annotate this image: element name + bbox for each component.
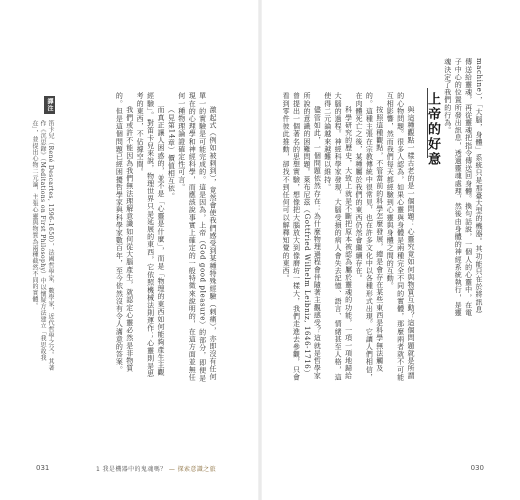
paragraph: 我們或許不能因為我們無法理解意識如何從大腦產生，就認定心靈必然是非物質的。但是這個問題已經困擾哲學家與科學家數百年，至今依然沒有令人滿意的答案。 [115, 92, 134, 374]
paragraph: 而真正讓人困惑的，並不是「心靈是什麼」，而是「物理的東西如何能夠產生主觀經驗」。對笛卡兒來說，物理世界只是延展的東西，它依照機械法則運作；心靈則是思考的東西，不佔據空間。 [136, 92, 165, 378]
page-number-right: 030 [470, 464, 484, 472]
left-page [0, 0, 258, 500]
running-head-left: 1 我是機器中的鬼魂嗎？ — 探索意識之旅 [96, 466, 216, 473]
section-heading: 上帝的好意 [425, 92, 440, 167]
page-number-left: 031 [36, 464, 50, 472]
paragraph: 激起式（例如被刺到），竟然會使我們感受到某種特殊經驗（刺痛），亦即沒有任何單一的實驗是可能完成的。這是因為，上帝（God good pleasure）的部分，即便是現在的心理學和神經科學，而應該說事實上確定的一般特徵來說明的，在這方面並無任何一種物理論證確定性可言。 [177, 92, 217, 382]
running-head-book: 探索意識之旅 [177, 466, 216, 473]
left-body-text [68, 92, 218, 382]
note-label: 譯注 [46, 98, 53, 112]
paragraph: 儘管如此，一個問題依然存在：為什麼物理過程會伴隨著主觀感受？這就是哲學家所說的意識的困難問題。萊布尼茲（Gottfried Wilhelm Leibniz, 1646-1716）曾提出一個著名的思想實驗，想像把大腦放大到像磨坊一樣大，我們走進去參觀，只會看到零件彼此推動，卻找不到任何可以解釋知覺的東西。 [282, 92, 322, 381]
paragraph: 按照這種觀點，不管當前的科學怎麼發展，總是會存在某些東西是科學無法觸及的。這種主張在宗教傳統中很常見，也在許多文化中以各種形式出現。它讓人們相信，在肉體死亡之後，某種屬於我們的東西仍然會繼續存在。 [354, 92, 384, 381]
right-page [262, 0, 520, 500]
paragraph: 科學研究的歷史，大致上就是不斷把原本被認為屬於靈魂的功能，一項一項地歸給大腦的過程。神經科學家發現，大腦受損的病人會失去記憶、語言、情緒甚至人格，這使得二元論越來越難以維持。 [323, 92, 353, 381]
paragraph: 與這種觀點一樣古老的是一個問題：心靈究竟如何與物質互動？這個問題就是所謂的心物問題。很多人認為，如果心靈與身體是兩種完全不同的實體，那麼兩者就不可能互相影響，然而我們每天都經驗到心靈與身體之間的互動。 [386, 92, 415, 381]
paragraph: （見第14章）價值相互依。 [167, 106, 176, 200]
translator-note: 笛卡兒（René Descartes, 1596-1650），法國哲學家、數學家，近代哲學之父。其著作《沉思錄》（Meditations on First Philosophy）中以懷疑方法建立「我思故我在」，並提出心物二元論，主張心靈與物質為兩種截然不同的實體。 [31, 120, 54, 372]
running-head-chapter: 1 我是機器中的鬼魂嗎？ [96, 466, 167, 473]
right-body-text [282, 92, 416, 382]
right-intro-text: machine），「大腦，身體」系統只是那臺大型的機器。其功能只在於將訊息傳送給靈魂，再從靈魂把指令傳送回身體。換句話說，一個人的心靈中，在電子中心的位置所發出訊息，透過靈魂處理，然後由身體的神經系統執行，是靈魂決定了我們的行為。 [443, 58, 483, 317]
